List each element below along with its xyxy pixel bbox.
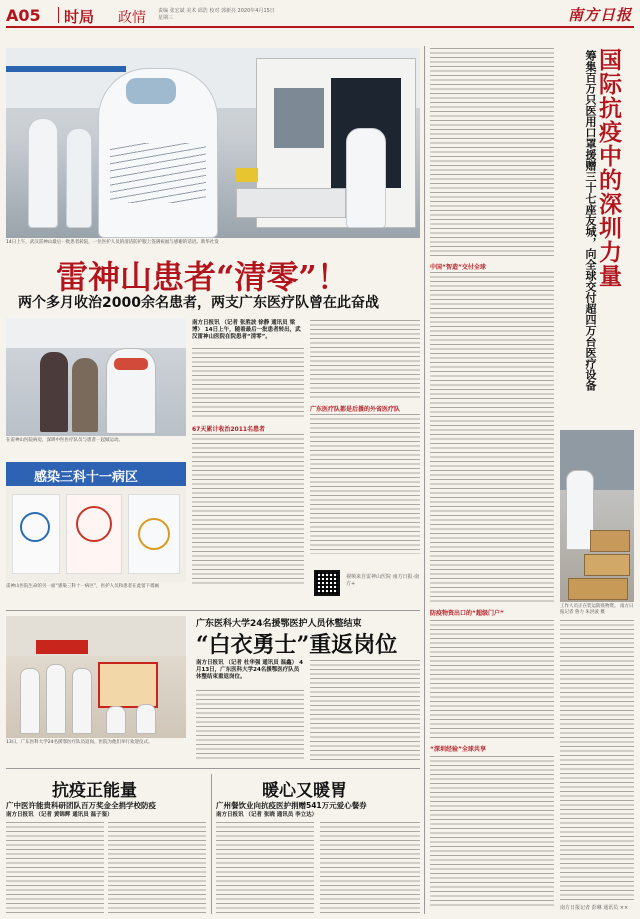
right-subhead-a: 中国“智造”交付全球: [430, 264, 486, 271]
right-subhead-b: 防疫物资出口的“超级门户”: [430, 610, 504, 617]
mural-photo-caption: 雷神山医院生命的另一面“感染三科十一病区”，医护人员和患者在此留下墙画: [6, 584, 160, 589]
qr-code[interactable]: [314, 570, 340, 596]
right-body-c: [430, 620, 554, 740]
school-kicker: 广中医许能贵科研团队百万奖金全捐学校防疫: [6, 801, 156, 810]
newspaper-logo: 南方日报: [567, 6, 632, 24]
school-body-col2: [108, 822, 206, 914]
food-kicker: 广州餐饮业向抗疫医护捐赠541万元爱心餐券: [216, 801, 367, 810]
lead-byline: 南方日报讯 （记者 张胜波 徐静 通讯员 梁博） 14日上午，随着最后一批患者转出，武汉雷神山医院在院患者“清零”。: [192, 320, 301, 340]
page-masthead: [6, 4, 634, 28]
school-headline: 抗疫正能量: [52, 781, 137, 801]
right-vertical-title: 国际抗疫中的深圳力量: [595, 48, 622, 288]
editor-credits: 责编 张宏斌 美术 邱浩 校对 郭新亮 2020年4月15日 星期三: [158, 8, 275, 21]
lead-subhead-1: 67天累计收治2011名患者: [192, 426, 266, 433]
return-photo: [6, 616, 186, 738]
white-byline: 南方日报讯 （记者 杜华强 通讯员 温鑫） 4月13日，广东医科大学24名援鄂医疗队员休整结束重返岗位。: [196, 660, 303, 680]
lead-body-col1a: [192, 348, 304, 420]
lead-body-col2a: [310, 320, 420, 400]
right-body-a: [430, 48, 554, 258]
lead-subhead-2: 广东医疗队都是后援的外省医疗队: [310, 406, 401, 413]
section-name: 时局: [64, 8, 95, 26]
ward-sign-text: 感染三科十一病区: [34, 470, 139, 485]
lead-body-col1b: [192, 434, 304, 584]
school-body-col1: [6, 822, 104, 914]
return-photo-caption: 13日，广东医科大学24名援鄂医疗队员返岗，医院为他们举行欢迎仪式。: [6, 740, 153, 745]
bottom-divider: [211, 774, 212, 914]
lead-body-col2b: [310, 414, 420, 554]
subsection-name: 政情: [118, 10, 146, 26]
section-divider-2: [6, 768, 420, 769]
shipment-photo: [560, 430, 634, 602]
ward-photo-caption: 在雷神山医院病房，深圳中医医疗队员与患者一起做运动。: [6, 438, 123, 443]
column-divider: [424, 46, 425, 914]
header-divider: [58, 7, 59, 23]
white-kicker: 广东医科大学24名援鄂医护人员休整结束: [196, 619, 362, 629]
lead-photo-caption: 14日上午，武汉雷神山最后一批患者转院，一位医护人员的清洁防护服上签满祝福与感谢的话语。新华社发: [6, 240, 219, 245]
right-vertical-sub: 筹集百万只医用口罩援赠三十七座友城，向全球交付超四万台医疗设备: [584, 50, 597, 391]
qr-label: 视频来自雷神山医院 南方日报·南方+: [346, 574, 420, 587]
shipment-photo-caption: 工作人员正在装运防疫物资。 南方日报记者 鲁力 朱洪波 摄: [560, 604, 634, 615]
right-credit: 南方日报记者 彭琳 通讯员 ××: [560, 905, 629, 911]
food-byline: 南方日报讯 （记者 张晓 通讯员 李立达）: [216, 812, 318, 818]
mural-photo: [6, 462, 186, 582]
white-body-col2: [310, 660, 420, 760]
right-body-d: [430, 756, 554, 906]
white-headline: “白衣勇士”重返岗位: [196, 632, 398, 658]
right-body-e: [560, 620, 634, 900]
section-divider: [6, 610, 420, 611]
right-subhead-c: “深圳经验”全球共享: [430, 746, 486, 753]
page-number: A05: [6, 6, 41, 25]
food-body-col2: [320, 822, 420, 914]
right-body-b: [430, 272, 554, 602]
food-headline: 暖心又暖胃: [262, 781, 347, 801]
lead-photo: [6, 48, 420, 238]
ward-photo: [6, 318, 186, 436]
lead-deck: 两个多月收治2000余名患者，两支广东医疗队曾在此奋战: [18, 295, 379, 311]
white-body-col1: [196, 690, 304, 760]
lead-headline: 雷神山患者“清零”！: [56, 258, 349, 296]
school-byline: 南方日报讯 （记者 黄锦辉 通讯员 温子鉴）: [6, 812, 113, 818]
food-body-col1: [216, 822, 314, 914]
